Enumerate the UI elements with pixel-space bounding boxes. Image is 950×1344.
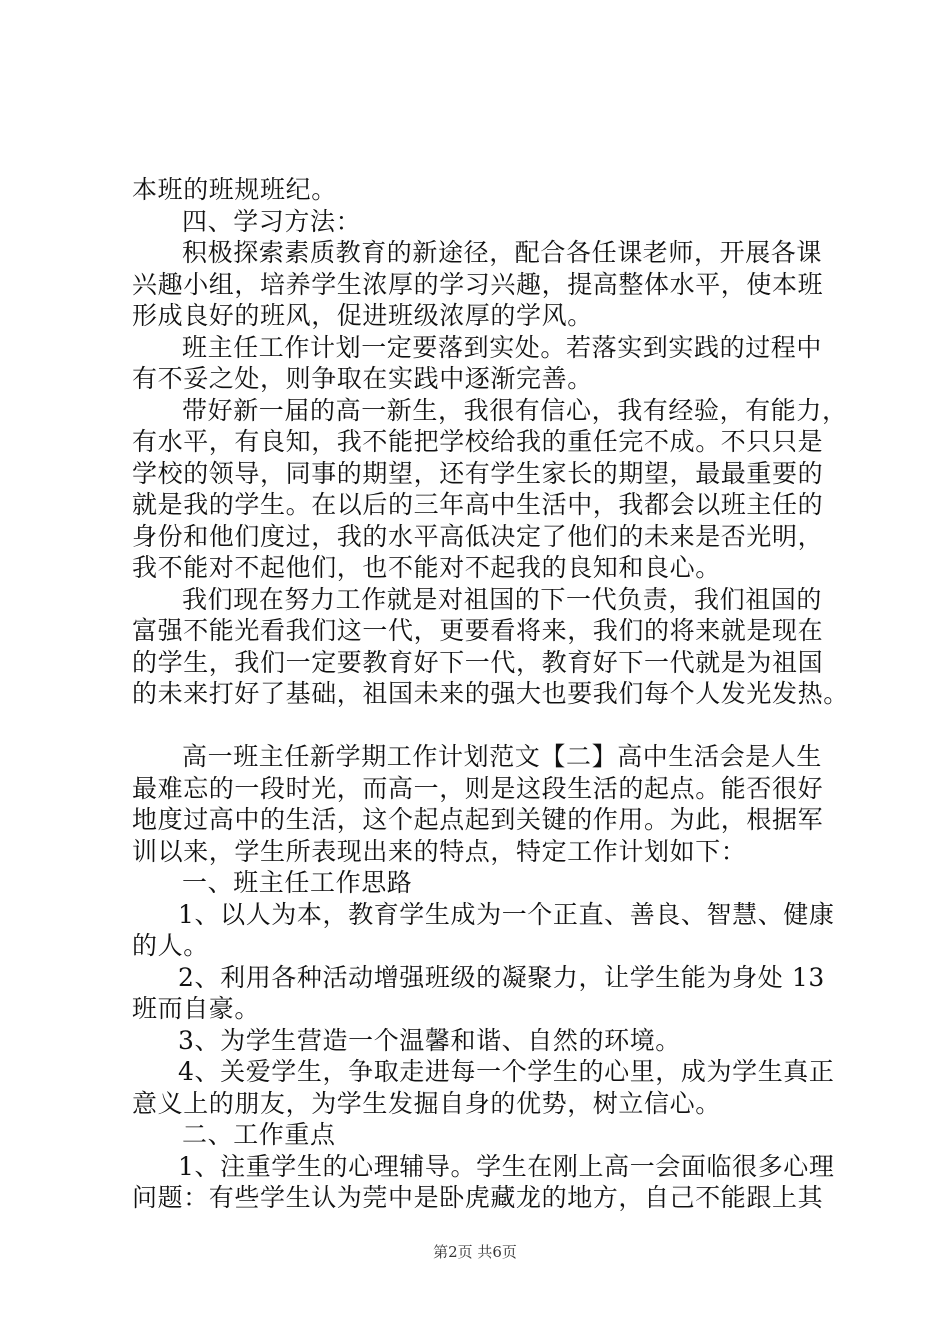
text-line: 1、以人为本，教育学生成为一个正直、善良、智慧、健康 [178,899,835,929]
text-line: 我不能对不起他们，也不能对不起我的良知和良心。 [132,553,721,582]
text-line: 积极探索素质教育的新途径，配合各任课老师，开展各课 [182,238,823,267]
text-line: 有不妥之处，则争取在实践中逐渐完善。 [132,364,593,393]
text-line: 的未来打好了基础，祖国未来的强大也要我们每个人发光发热。 [132,679,849,708]
text-line: 意义上的朋友，为学生发掘自身的优势，树立信心。 [132,1088,721,1118]
text-line: 班而自豪。 [132,994,261,1023]
text-line: 最难忘的一段时光，而高一，则是这段生活的起点。能否很好 [132,773,824,803]
text-line: 学校的领导，同事的期望，还有学生家长的期望，最最重要的 [132,458,824,488]
page-footer: 第2页 共6页 [433,1243,517,1261]
text-line: 地度过高中的生活，这个起点起到关键的作用。为此，根据军 [132,805,824,834]
text-line: 班主任工作计划一定要落到实处。若落实到实践的过程中 [182,332,823,362]
text-line: 本班的班规班纪。 [132,175,337,204]
text-line: 身份和他们度过，我的水平高低决定了他们的未来是否光明， [132,521,824,551]
section-heading: 二、工作重点 [182,1120,336,1149]
text-line: 带好新一届的高一新生，我很有信心，我有经验，有能力， [182,395,848,425]
text-line: 2、利用各种活动增强班级的凝聚力，让学生能为身处 13 [178,962,825,992]
text-line: 我们现在努力工作就是对祖国的下一代负责，我们祖国的 [182,584,823,614]
text-line: 兴趣小组，培养学生浓厚的学习兴趣，提高整体水平，使本班 [132,269,824,299]
text-line: 问题：有些学生认为莞中是卧虎藏龙的地方，自己不能跟上其 [132,1183,824,1212]
text-line: 的人。 [132,931,209,960]
text-line: 就是我的学生。在以后的三年高中生活中，我都会以班主任的 [132,490,824,519]
body-text [132,174,849,1214]
text-line: 形成良好的班风，促进班级浓厚的学风。 [132,301,593,330]
section-heading: 四、学习方法： [182,206,362,236]
text-line: 富强不能光看我们这一代，更要看将来，我们的将来就是现在 [132,616,824,645]
text-line: 1、注重学生的心理辅导。学生在刚上高一会面临很多心理 [178,1151,835,1181]
text-line: 的学生，我们一定要教育好下一代，教育好下一代就是为祖国 [132,647,824,677]
section-heading: 一、班主任工作思路 [182,868,413,897]
text-line: 高一班主任新学期工作计划范文【二】高中生活会是人生 [182,742,823,771]
text-line: 3、为学生营造一个温馨和谐、自然的环境。 [178,1025,681,1055]
paragraph-gap [132,710,832,742]
text-line: 训以来，学生所表现出来的特点，特定工作计划如下： [132,836,747,866]
text-line: 有水平，有良知，我不能把学校给我的重任完不成。不只只是 [132,427,824,456]
text-line: 4、关爱学生，争取走进每一个学生的心里，成为学生真正 [178,1057,835,1086]
